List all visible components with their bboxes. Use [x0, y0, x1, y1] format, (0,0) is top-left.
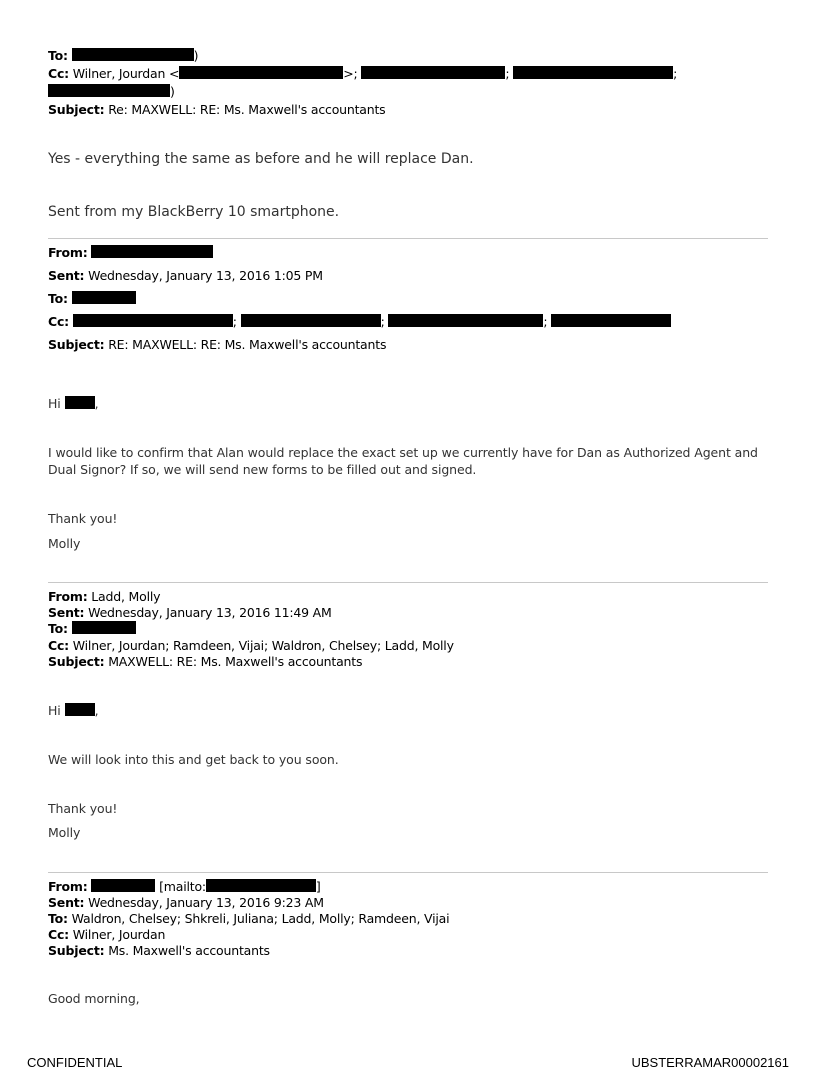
cc-label: Cc:: [48, 638, 69, 653]
from-label: From:: [48, 245, 88, 260]
from-label: From:: [48, 879, 88, 894]
email2-cc-line: [48, 314, 671, 330]
email1-body: Yes - everything the same as before and he will replace Dan.: [48, 151, 474, 167]
to-text: Waldron, Chelsey; Shkreli, Juliana; Ladd, Molly; Ramdeen, Vijai: [71, 911, 450, 926]
redaction: [48, 84, 170, 97]
sent-text: Wednesday, January 13, 2016 9:23 AM: [88, 895, 324, 910]
paren: ): [193, 48, 199, 63]
redaction: [551, 314, 671, 327]
to-label: To:: [48, 48, 68, 63]
subject-text: Ms. Maxwell's accountants: [108, 943, 270, 958]
divider: [48, 582, 768, 583]
cc-separator: ;: [380, 314, 385, 329]
cc-separator: ;: [232, 314, 237, 329]
email2-thanks: Thank you!: [48, 511, 118, 526]
email4-to-line: [48, 911, 449, 927]
redaction: [206, 879, 316, 892]
to-label: To:: [48, 621, 68, 636]
redaction: [72, 291, 136, 304]
sent-label: Sent:: [48, 605, 85, 620]
email2-name: Molly: [48, 536, 81, 551]
subject-label: Subject:: [48, 102, 105, 117]
footer-confidential: CONFIDENTIAL: [27, 1055, 123, 1070]
cc-label: Cc:: [48, 314, 69, 329]
cc-separator: ;: [543, 314, 548, 329]
subject-label: Subject:: [48, 654, 105, 669]
cc-label: Cc:: [48, 66, 69, 81]
email4-sent-line: [48, 895, 324, 911]
greeting-text: Hi: [48, 396, 61, 411]
email1-to-line: [48, 48, 198, 64]
redaction: [388, 314, 543, 327]
email3-body: We will look into this and get back to you soon.: [48, 752, 339, 767]
email3-cc-line: [48, 638, 454, 654]
email2-greeting: [48, 396, 98, 411]
sent-label: Sent:: [48, 268, 85, 283]
redaction: [65, 703, 95, 716]
cc-separator: >;: [343, 66, 358, 81]
email2-from-line: [48, 245, 213, 261]
email3-greeting: [48, 703, 98, 718]
to-label: To:: [48, 291, 68, 306]
divider: [48, 238, 768, 239]
cc-separator: ;: [505, 66, 510, 81]
cc-label: Cc:: [48, 927, 69, 942]
subject-text: MAXWELL: RE: Ms. Maxwell's accountants: [108, 654, 363, 669]
redaction: [91, 245, 213, 258]
redaction: [91, 879, 155, 892]
cc-text: Wilner, Jourdan; Ramdeen, Vijai; Waldron, Chelsey; Ladd, Molly: [72, 638, 454, 653]
email4-greeting: Good morning,: [48, 991, 140, 1006]
paren: ): [170, 84, 175, 99]
email1-cc-line2: [48, 84, 175, 100]
greeting-end: ,: [94, 396, 99, 411]
to-label: To:: [48, 911, 68, 926]
mailto-end: ]: [315, 879, 321, 894]
email4-cc-line: [48, 927, 165, 943]
email2-body: I would like to confirm that Alan would replace the exact set up we currently have for Dan as Authorized Agent and Dual Signor? If so, we will send new forms to be filled out and signed.: [48, 445, 758, 477]
sent-label: Sent:: [48, 895, 85, 910]
email4-subject-line: [48, 943, 270, 959]
subject-label: Subject:: [48, 943, 105, 958]
redaction: [241, 314, 381, 327]
subject-text: Re: MAXWELL: RE: Ms. Maxwell's accountants: [108, 102, 386, 117]
email3-to-line: [48, 621, 136, 637]
mailto-text: [mailto:: [159, 879, 206, 894]
redaction: [513, 66, 673, 79]
email1-cc-line: [48, 66, 677, 82]
greeting-end: ,: [94, 703, 99, 718]
email3-name: Molly: [48, 825, 81, 840]
subject-label: Subject:: [48, 337, 105, 352]
greeting-text: Hi: [48, 703, 61, 718]
sent-text: Wednesday, January 13, 2016 11:49 AM: [88, 605, 332, 620]
redaction: [72, 48, 194, 61]
subject-text: RE: MAXWELL: RE: Ms. Maxwell's accountants: [108, 337, 387, 352]
email3-from-line: [48, 589, 160, 605]
email2-sent-line: [48, 268, 323, 284]
email2-subject-line: [48, 337, 386, 353]
cc-text: Wilner, Jourdan: [72, 927, 166, 942]
redaction: [65, 396, 95, 409]
email4-from-line: [48, 879, 321, 895]
divider: [48, 872, 768, 873]
email3-thanks: Thank you!: [48, 801, 118, 816]
email1-signature: Sent from my BlackBerry 10 smartphone.: [48, 204, 340, 220]
sent-text: Wednesday, January 13, 2016 1:05 PM: [88, 268, 323, 283]
from-label: From:: [48, 589, 88, 604]
cc-separator: ;: [673, 66, 678, 81]
redaction: [179, 66, 343, 79]
email3-subject-line: [48, 654, 362, 670]
redaction: [72, 621, 136, 634]
email1-subject-line: [48, 102, 386, 118]
redaction: [73, 314, 233, 327]
footer-bates-number: UBSTERRAMAR00002161: [631, 1055, 789, 1070]
from-text: Ladd, Molly: [91, 589, 161, 604]
cc-name: Wilner, Jourdan <: [72, 66, 180, 81]
redaction: [361, 66, 505, 79]
email3-sent-line: [48, 605, 332, 621]
email2-to-line: [48, 291, 136, 307]
